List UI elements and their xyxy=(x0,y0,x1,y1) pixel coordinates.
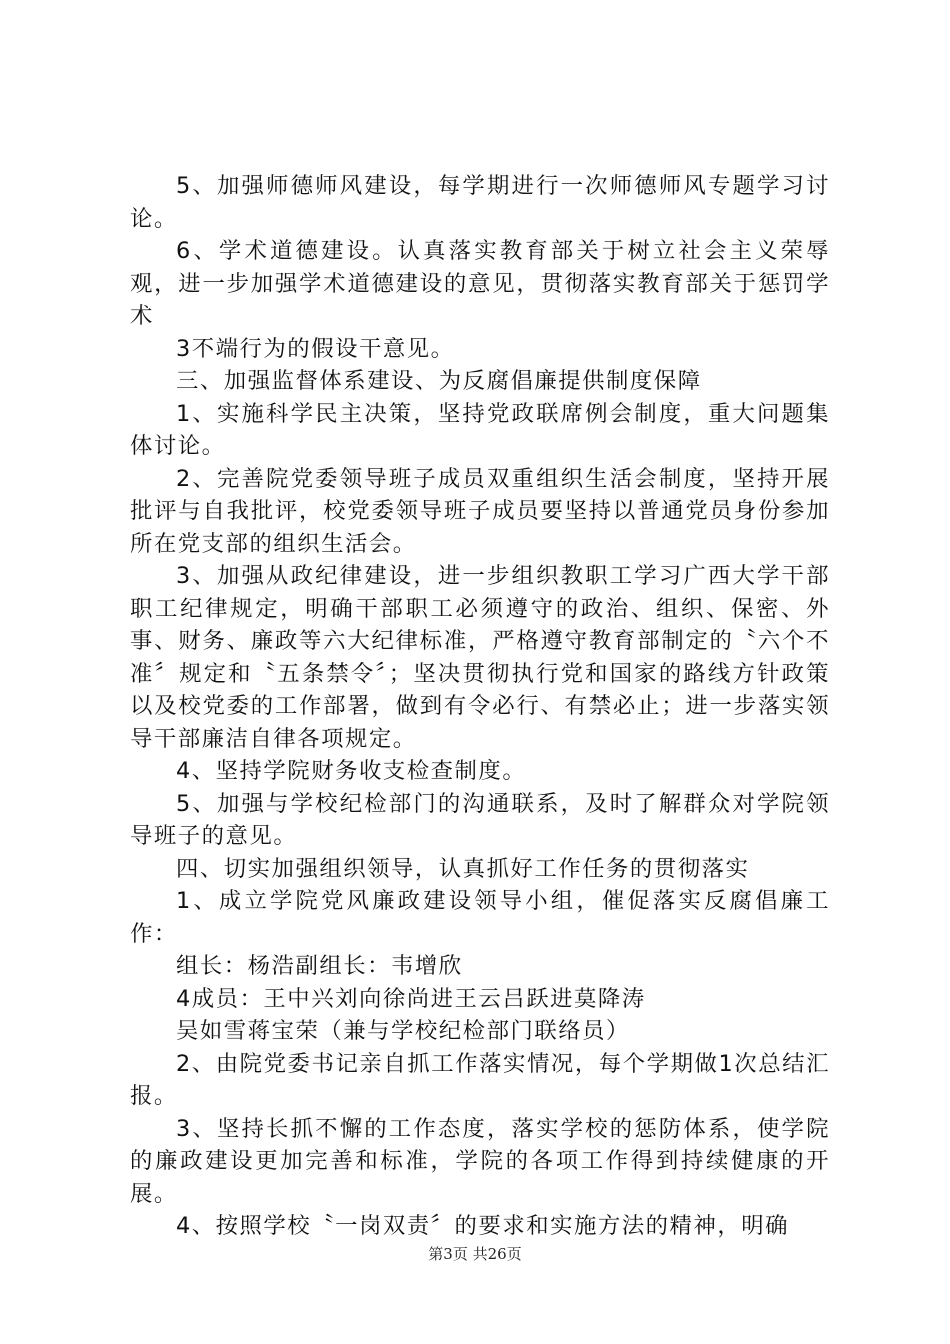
paragraph: 4、按照学校〝一岗双责〞的要求和实施方法的精神，明确 xyxy=(176,1213,790,1239)
paragraph: 吴如雪蒋宝荣（兼与学校纪检部门联络员） xyxy=(176,1018,630,1044)
paragraph: 3、加强从政纪律建设，进一步组织教职工学习广西大学干部职工纪律规定，明确干部职工必须遵守的政治、组织、保密、外事、财务、廉政等六大纪律标准，严格遵守教育部制定的〝六个不准〞规定和〝五条禁令〞；坚决贯彻执行党和国家的路线方针政策以及校党委的工作部署，做到有令必行、有禁必止；进一步落实领导干部廉洁自律各项规定。 xyxy=(130,563,830,752)
paragraph: 4、坚持学院财务收支检查制度。 xyxy=(176,758,527,784)
paragraph: 5、加强师德师风建设，每学期进行一次师德师风专题学习讨论。 xyxy=(130,173,830,232)
section-heading: 三、加强监督体系建设、为反腐倡廉提供制度保障 xyxy=(176,368,702,394)
paragraph: 5、加强与学校纪检部门的沟通联系，及时了解群众对学院领导班子的意见。 xyxy=(130,790,830,849)
paragraph: 6、学术道德建设。认真落实教育部关于树立社会主义荣辱观，进一步加强学术道德建设的意见，贯彻落实教育部关于惩罚学术 xyxy=(130,238,830,329)
paragraph: 4成员：王中兴刘向徐尚进王云吕跃进莫降涛 xyxy=(176,985,646,1012)
paragraph: 1、实施科学民主决策，坚持党政联席例会制度，重大问题集体讨论。 xyxy=(130,400,830,459)
paragraph: 2、由院党委书记亲自抓工作落实情况，每个学期做1次总结汇报。 xyxy=(130,1050,830,1109)
paragraph: 1、成立学院党风廉政建设领导小组，催促落实反腐倡廉工作： xyxy=(130,888,830,947)
paragraph: 3、坚持长抓不懈的工作态度，落实学校的惩防体系，使学院的廉政建设更加完善和标准，学院的各项工作得到持续健康的开展。 xyxy=(130,1115,830,1207)
page-number-footer: 第3页 共26页 xyxy=(428,1245,522,1263)
paragraph: 3不端行为的假设干意见。 xyxy=(176,335,455,362)
paragraph: 组长：杨浩副组长：韦增欣 xyxy=(176,953,463,979)
document-body xyxy=(130,170,830,1243)
section-heading: 四、切实加强组织领导，认真抓好工作任务的贯彻落实 xyxy=(176,855,750,882)
paragraph: 2、完善院党委领导班子成员双重组织生活会制度，坚持开展批评与自我批评，校党委领导班子成员要坚持以普通党员身份参加所在党支部的组织生活会。 xyxy=(130,465,830,557)
